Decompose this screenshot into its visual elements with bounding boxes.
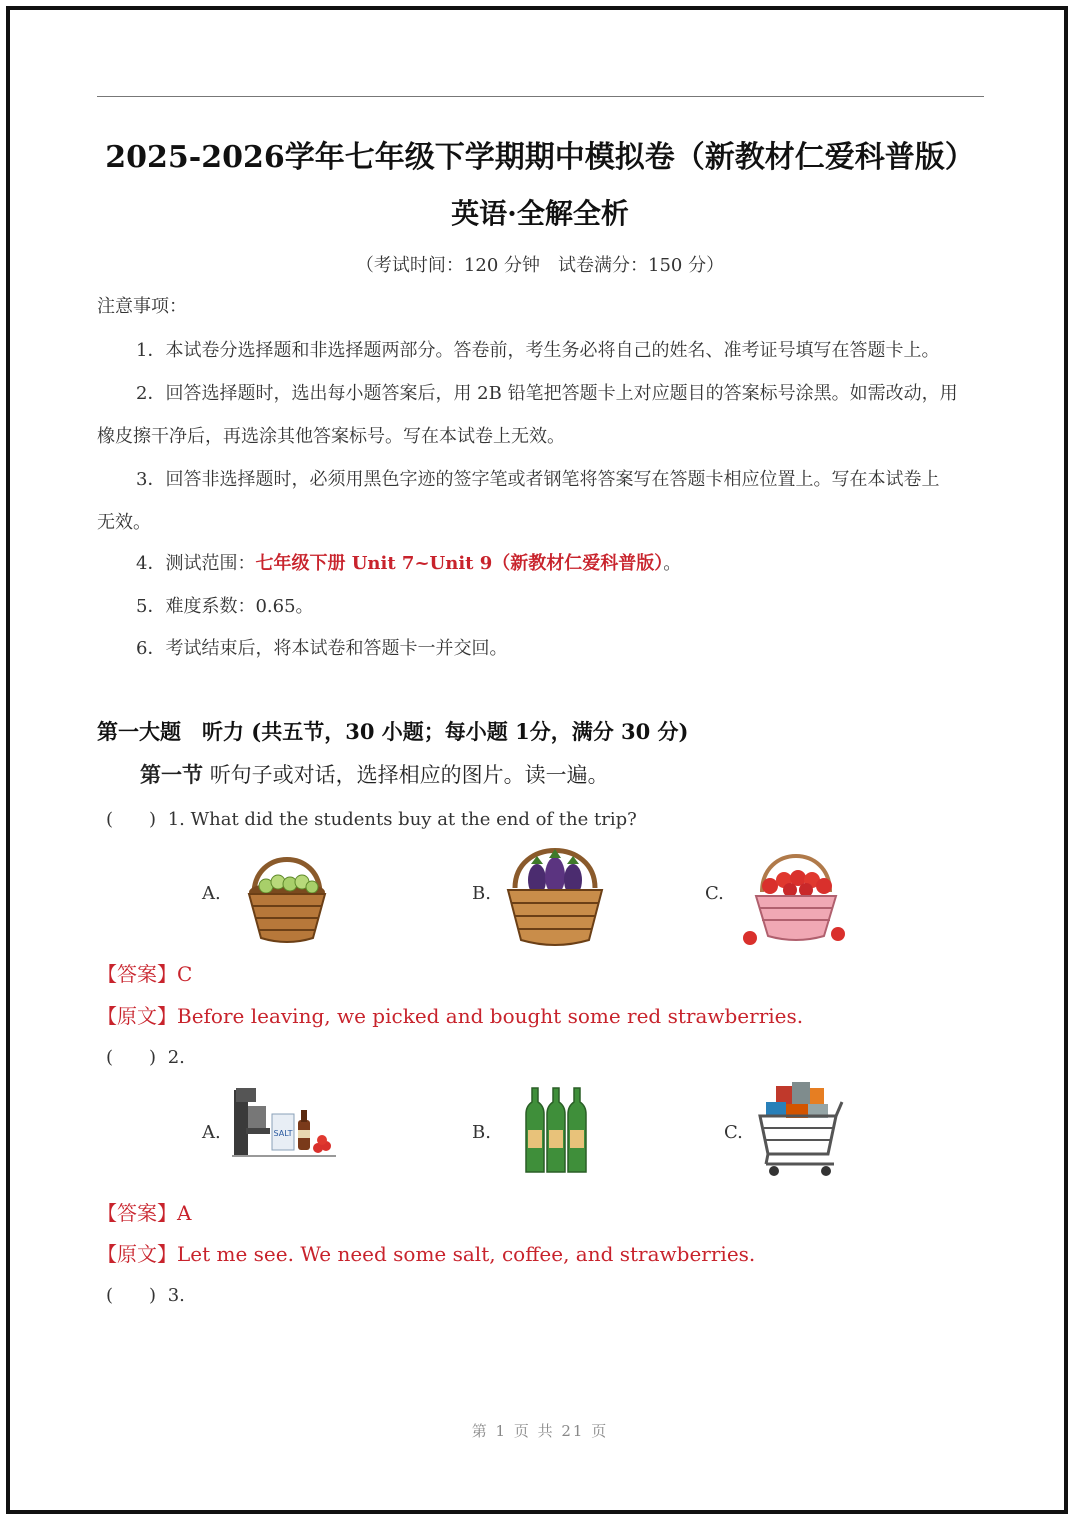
strawberry-basket-icon [740,840,852,948]
q1-option-c-label: C. [705,883,724,904]
q1-option-a-label: A. [202,883,221,904]
part-instruction: 听句子或对话，选择相应的图片。读一遍。 [209,763,609,787]
part-label: 第一节 [140,762,203,787]
script-label: 【原文】 [97,1004,177,1028]
part-heading [140,759,609,789]
question-3 [106,1281,185,1307]
test-range: 七年级下册 Unit 7~Unit 9（新教材仁爱科普版） [255,553,664,574]
question-number: 2. [167,1047,185,1068]
notice-item-3-cont: 无效。 [97,512,151,533]
document-subtitle: 英语·全解全析 [451,197,629,230]
answer-blank: ( ) [106,1285,157,1306]
green-bottles-icon [520,1084,592,1176]
answer-blank: ( ) [106,809,157,830]
notice-item-4 [136,549,681,575]
q2-script [97,1238,755,1267]
salt-label: SALT [273,1129,293,1138]
question-2 [106,1043,185,1069]
page-number: 第 1 页 共 21 页 [471,1422,609,1440]
script-label: 【原文】 [97,1242,177,1266]
document-title: 2025-2026学年七年级下学期期中模拟卷（新教材仁爱科普版） [105,140,975,175]
question-number: 1. [167,809,185,830]
question-1 [106,805,637,831]
answer-label: 【答案】 [97,1201,177,1225]
notice-item-1: 1．本试卷分选择题和非选择题两部分。答卷前，考生务必将自己的姓名、准考证号填写在答题卡上。 [136,340,940,361]
q1-script [97,1000,803,1029]
q1-answer [97,958,192,987]
notice-item-4-suffix: 。 [663,553,682,574]
q2-answer [97,1197,191,1226]
question-number: 3. [167,1285,185,1306]
grapes-basket-icon [244,846,330,946]
q2-option-a-label: A. [202,1122,221,1143]
q2-option-b-label: B. [472,1122,491,1143]
section-heading: 第一大题 听力 (共五节，30 小题；每小题 1分，满分 30 分) [97,719,689,744]
notice-item-2: 2．回答选择题时，选出每小题答案后，用 2B 铅笔把答题卡上对应题目的答案标号涂黑。如需改动，用 [136,383,958,404]
q2-option-c-label: C. [724,1122,743,1143]
exam-info: （考试时间：120 分钟 试卷满分：150 分） [355,255,725,276]
notice-item-2-cont: 橡皮擦干净后，再选涂其他答案标号。写在本试卷上无效。 [97,426,565,447]
notice-item-5: 5．难度系数：0.65。 [136,596,314,617]
answer-value: A [177,1201,192,1225]
notice-heading: 注意事项： [97,296,187,317]
answer-label: 【答案】 [97,962,177,986]
script-text: Before leaving, we picked and bought some red strawberries. [177,1004,804,1028]
notice-item-3: 3．回答非选择题时，必须用黑色字迹的签字笔或者钢笔将答案写在答题卡相应位置上。写在本试卷上 [136,469,940,490]
notice-item-6: 6．考试结束后，将本试卷和答题卡一并交回。 [136,638,508,659]
notice-item-4-prefix: 4．测试范围： [136,553,256,574]
answer-blank: ( ) [106,1047,157,1068]
checkout-groceries-icon [232,1086,336,1160]
question-text: What did the students buy at the end of the trip? [190,809,637,830]
shopping-cart-icon [756,1080,844,1178]
q1-option-b-label: B. [472,883,491,904]
answer-value: C [177,962,193,986]
header-rule [97,96,984,97]
script-text: Let me see. We need some salt, coffee, and strawberries. [177,1242,756,1266]
eggplant-basket-icon [505,838,605,950]
